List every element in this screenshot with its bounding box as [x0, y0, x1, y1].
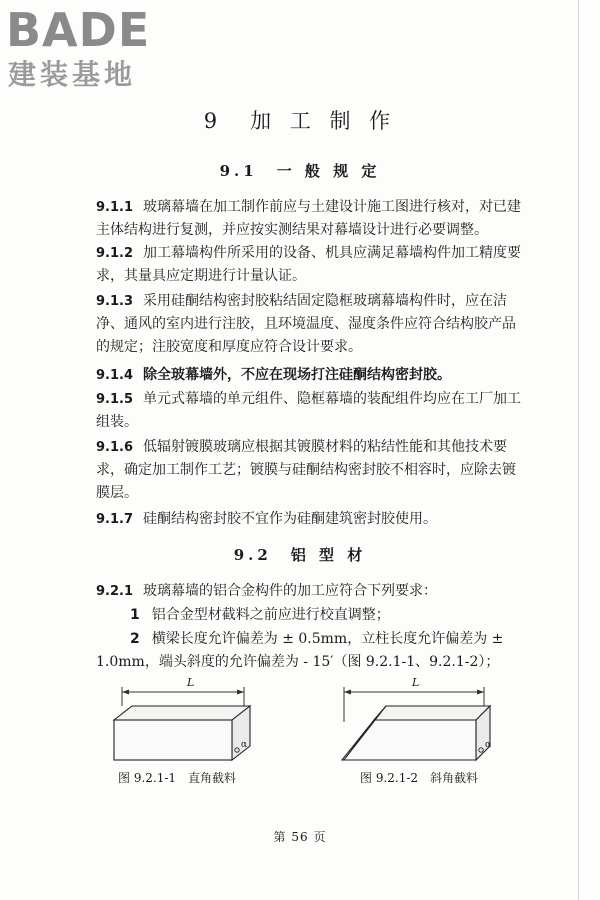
clause-number: 9.1.5 [96, 392, 134, 407]
section-heading-9-1: 9.1 一 般 规 定 [219, 162, 381, 180]
clause-9-1-1 [96, 196, 526, 242]
clause-text: 加工幕墙构件所采用的设备、机具应满足幕墙构件加工精度要求，其量具应定期进行计量认证。 [96, 245, 522, 284]
clause-text: 单元式幕墙的单元组件、隐框幕墙的装配组件均应在工厂加工组装。 [96, 391, 522, 430]
clause-9-2-1 [96, 580, 526, 603]
figure-right-angle-drawing [104, 676, 264, 766]
item-text: 铝合金型材截料之前应进行校直调整； [151, 607, 390, 623]
clause-number: 9.1.6 [96, 440, 134, 455]
clause-9-1-6 [96, 436, 526, 505]
clause-9-1-3 [96, 290, 526, 359]
figure-right-angle-cut [104, 676, 264, 766]
list-item-1 [96, 604, 536, 627]
dimension-label: L [187, 676, 195, 689]
clause-text: 采用硅酮结构密封胶粘结固定隐框玻璃幕墙构件时，应在洁净、通风的室内进行注胶，且环境温度、湿度条件应符合结构胶产品的规定；注胶宽度和厚度应符合设计要求。 [96, 293, 516, 355]
clause-text: 除全玻幕墙外，不应在现场打注硅酮结构密封胶。 [143, 367, 452, 383]
clause-text: 低辐射镀膜玻璃应根据其镀膜材料的粘结性能和其他技术要求，确定加工制作工艺；镀膜与硅酮结构密封胶不相容时，应除去镀膜层。 [96, 439, 516, 501]
clause-9-1-5 [96, 388, 526, 434]
figure-caption-1: 图 9.2.1-1 直角截料 [118, 771, 237, 785]
chapter-title: 9 加 工 制 作 [203, 109, 397, 133]
clause-9-1-7 [96, 508, 526, 531]
clause-9-1-2 [96, 242, 526, 288]
dimension-label: L [412, 676, 420, 689]
clause-number: 9.1.7 [96, 512, 134, 527]
list-item-2 [96, 628, 536, 674]
logo-subtitle: 建装基地 [8, 58, 137, 91]
brand-logo [6, 4, 181, 100]
figure-caption-2: 图 9.2.1-2 斜角截料 [360, 771, 479, 785]
clause-text: 玻璃幕墙的铝合金构件的加工应符合下列要求： [143, 583, 438, 599]
corner-label: α [485, 740, 492, 750]
corner-label: α [241, 740, 248, 750]
item-number: 2 [130, 631, 140, 647]
item-text: 横梁长度允许偏差为 ± 0.5mm，立柱长度允许偏差为 ± 1.0mm，端头斜度的允许偏差为 - 15′（图 9.2.1-1、9.2.1-2）； [96, 631, 504, 670]
figure-oblique-drawing [334, 676, 504, 766]
item-number: 1 [130, 607, 140, 623]
figure-oblique-cut [334, 676, 504, 766]
clause-text: 玻璃幕墙在加工制作前应与土建设计施工图进行核对，对已建主体结构进行复测，并应按实测结果对幕墙设计进行必要调整。 [96, 199, 522, 238]
clause-text: 硅酮结构密封胶不宜作为硅酮建筑密封胶使用。 [143, 511, 438, 527]
logo-brand-text: BADE [6, 3, 151, 57]
clause-9-1-4 [96, 364, 526, 387]
clause-number: 9.1.3 [96, 294, 134, 309]
clause-number: 9.1.1 [96, 200, 134, 215]
page-number: 第 56 页 [273, 830, 327, 844]
section-heading-9-2: 9.2 铝 型 材 [233, 546, 367, 564]
clause-number: 9.1.4 [96, 368, 134, 383]
clause-number: 9.2.1 [96, 584, 134, 599]
clause-number: 9.1.2 [96, 246, 134, 261]
